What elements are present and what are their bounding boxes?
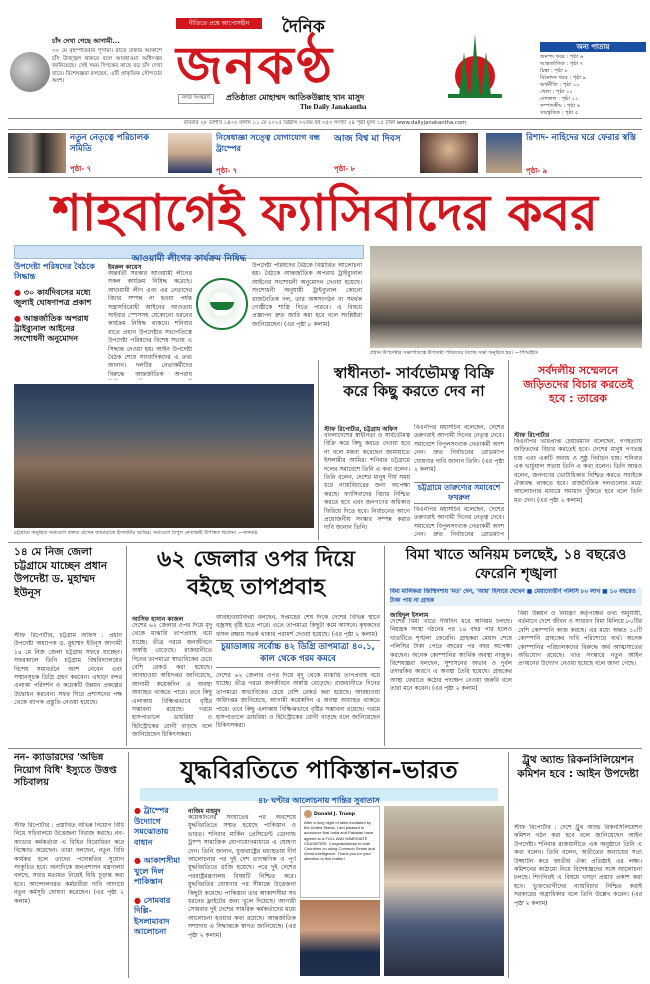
- masthead-left-box: [52, 36, 162, 112]
- heat-box-text: চুয়াডাঙ্গায় সর্বোচ্চ ৪২ ডিগ্রি তাপমাত্রা ৪০.১, কাল থেকে গরম কমবে: [221, 642, 375, 664]
- leaders-photo: [384, 806, 504, 976]
- truth-headline: ট্রুথ অ্যান্ড রিকনসিলিয়েশন কমিশন হবে : আইন উপদেষ্টা: [517, 754, 639, 780]
- lead-bullet-text: আন্তর্জাতিক অপরাধ ট্রাইব্যুনাল আইনের সংশোধনী অনুমোদন: [14, 314, 89, 343]
- war-box-text: ট্রাম্পের উদ্যোগে সমঝোতায় বাধান: [134, 806, 169, 847]
- heat-body-2: আবহাওয়াবিদরা বলছেন, সপ্তাহের শেষ দিকে দেশের বিভিন্ন স্থানে বজ্রসহ বৃষ্টি হতে পারে। এতে তাপমাত্রা কিছুটা কমে আসবে। কৃষকদের ফসল রক্ষায় সতর্ক থাকার পরামর্শ দেওয়া হয়েছে। (এর পৃষ্ঠা ২ কলাম): [216, 614, 380, 638]
- inside-item: লোকাল : পৃষ্ঠা ১২: [540, 96, 579, 102]
- cadre-headline: নন- ক্যাডারদের 'অভিন্ন নিয়োগ বিধি' ইস্যুতে উত্তপ্ত সচিবালয়: [14, 752, 117, 788]
- meeting-photo: [370, 246, 642, 348]
- tarek-body: বিএনপির ভারপ্রাপ্ত চেয়ারম্যান বলেছেন, গণহত্যায় জড়িতদের বিচার করতেই হবে। দেশের মানুষ গণতন্ত্র চায় এবং একটি অবাধ ও সুষ্ঠু নির্বাচন চায়। শনিবার এক ভার্চুয়াল সভায় তিনি এ কথা বলেন। তিনি আরও বলেন, জনগণের ভোটাধিকার নিশ্চিত করতে সবাইকে ঐক্যবদ্ধ থাকতে হবে। রাজনৈতিক দলগুলোর মধ্যে আলোচনার মাধ্যমে সমাধান খুঁজতে হবে বলে তিনি মত দেন। (এর পৃষ্ঠা ২ কলাম): [514, 438, 642, 504]
- tweet-header: [304, 810, 376, 818]
- lead-bullet: [14, 314, 104, 344]
- heat-body-3: দেশের ৬২ জেলার ওপর দিয়ে মৃদু থেকে মাঝারি তাপপ্রবাহ বয়ে যাচ্ছে। তীব্র গরমে জনজীবনে অস্বস্তি বেড়েছে। রাজধানীতে দিনের তাপমাত্রা স্বাভাবিকের চেয়ে বেশি রেকর্ড করা হয়েছে। আবহাওয়া অধিদপ্তর জানিয়েছে, আগামী কয়েকদিন এ অবস্থা অব্যাহত থাকতে পারে। তবে কিছু এলাকায় বিক্ষিপ্তভাবে বৃষ্টির সম্ভাবনা রয়েছে। গরমে হাসপাতালে ডায়রিয়া ও হিটস্ট্রোকের রোগী বাড়ছে বলে জানিয়েছেন চিকিৎসকরা।: [216, 672, 380, 730]
- tagline: নীতিতে প্রশ্নে আপোসহীন: [188, 20, 250, 27]
- insurance-headline: বিমা খাতে অনিয়ম চলছেই, ১৪ বছরেও ফেরেনি শৃঙ্খলা: [405, 547, 627, 582]
- yunus-headline: ১৪ মে নিজ জেলা চট্টগ্রামে যাচ্ছেন প্রধান উপদেষ্টা ড. মুহাম্মদ ইউনূস: [14, 546, 108, 599]
- moon-photo: [10, 52, 50, 92]
- teaser-title: আজ বিশ্ব মা দিবস: [334, 134, 401, 144]
- inside-box: [540, 42, 646, 118]
- teaser-item-1[interactable]: [8, 131, 166, 175]
- war-body: কয়েকদিনের সংঘাতের পর অবশেষে যুদ্ধবিরতিতে সম্মত হয়েছে পাকিস্তান ও ভারত। শনিবার মার্কিন প্রেসিডেন্ট ডোনাল্ড ট্রাম্প সামাজিক যোগাযোগমাধ্যমে এ ঘোষণা দেন। তিনি জানান, যুক্তরাষ্ট্রের মধ্যস্থতায় দীর্ঘ আলোচনার পর দুই দেশ তাৎক্ষণিক ও পূর্ণ যুদ্ধবিরতিতে রাজি হয়েছে। পরে দুই দেশের পররাষ্ট্রমন্ত্রণালয় বিষয়টি নিশ্চিত করে। যুদ্ধবিরতির ঘোষণার পর সীমান্তে উত্তেজনা কিছুটা কমেছে। পাকিস্তান তার আকাশসীমা সব ধরনের ফ্লাইটের জন্য খুলে দিয়েছে। আগামী সোমবার দুই দেশের সামরিক কর্মকর্তাদের মধ্যে আলোচনা হওয়ার কথা রয়েছে। আন্তর্জাতিক সম্প্রদায় এ সিদ্ধান্তকে স্বাগত জানিয়েছে। (এর পৃষ্ঠা ২ কলাম): [188, 814, 296, 939]
- war-dek-bar: [140, 788, 498, 805]
- bullet-icon: ●: [14, 314, 21, 323]
- sovereignty-sub: চট্টগ্রামে তারুণ্যের সমাবেশে ফখরুল: [417, 483, 501, 502]
- heat-box: [216, 640, 380, 668]
- founder-line: প্রতিষ্ঠাতা মোহাম্মদ আতিকউল্লাহ খান মাসুদ: [226, 93, 365, 102]
- teaser-page: পৃষ্ঠা- ৮: [334, 165, 356, 173]
- lead-body-2: উপদেষ্টা পরিষদের বৈঠকে বিস্তারিত আলোচনা হয়। বৈঠকে আন্তর্জাতিক অপরাধ ট্রাইব্যুনাল আইনের সংশোধনী অনুমোদন দেওয়া হয়েছে। সংশোধনী অনুযায়ী ট্রাইব্যুনাল কোনো রাজনৈতিক দল, তার অঙ্গসংগঠন বা সমর্থক গোষ্ঠীকে শাস্তি দিতে পারবে। এ বিষয়ে প্রজ্ঞাপন দ্রুত জারি করা হবে বলে সংশ্লিষ্টরা জানিয়েছেন। (এর পৃষ্ঠা ৮ কলাম): [252, 262, 362, 328]
- rally-caption: চট্টগ্রামে অনুষ্ঠিত সমাবেশে বক্তব্য রাখেন জামায়াতে ইসলামীর আমির। সমাবেশে বিপুল নেতাকর্মী উপস্থিত ছিলেন। —জনকণ্ঠ: [14, 530, 258, 536]
- teaser-strip: [8, 131, 642, 175]
- war-box: [134, 806, 184, 976]
- sovereignty-headline: স্বাধীনতা- সার্বভৌমত্ব বিক্রি করে কিছু করতে দেব না: [334, 364, 494, 400]
- war-box-text: সোমবার দিল্লি- ইসলামাবাদ আলোচনা: [134, 895, 171, 936]
- war-dek: ৪৮ ঘণ্টার আলোচনায় শান্তির সুবাতাস: [258, 796, 380, 805]
- teaser-title: রিশাদ- নাহিদের ঘরে ফেরার স্বস্তি: [526, 133, 636, 143]
- teaser-photo: [8, 133, 66, 173]
- inside-title: অন্য পাতায়: [540, 42, 646, 52]
- teaser-page: পৃষ্ঠা- ৭: [70, 165, 92, 173]
- lead-bullet-text: ৩০ কার্যদিবসের মধ্যে জুলাই ঘোষণাপত্র প্রকাশ: [14, 288, 92, 307]
- insurance-dek: বিমা মালিকরা জিম্মিদশায় 'মত' দেন, 'আয়' হিসাবে দেখেন ■ মেয়াদোত্তীর্ণ পলিসি ৮০ লাখ ■ ১০ বছরেও টাকা পায় না গ্রাহক: [390, 588, 642, 606]
- edition-label: নগর সংস্করণ: [178, 94, 214, 104]
- paper-name: জনকণ্ঠ: [176, 36, 334, 96]
- sovereignty-body: বাংলাদেশের স্বাধীনতা ও সার্বভৌমত্ব বিক্রি করে কিছু করতে দেওয়া হবে না বলে মন্তব্য করেছেন জামায়াতে ইসলামীর আমির। শনিবার চট্টগ্রামে দলের সমাবেশে তিনি এ কথা বলেন। তিনি বলেন, দেশের মানুষ দীর্ঘ সময় ধরে ন্যায়বিচারের জন্য অপেক্ষা করছে। ফ্যাসিবাদের বিচার নিশ্চিত করতে হবে এবং জনগণের অধিকার ফিরিয়ে দিতে হবে। নির্বাচনের আগে প্রয়োজনীয় সংস্কার সম্পন্ন করার দাবি জানান তিনি।: [324, 432, 410, 532]
- lead-sidebar: [14, 262, 104, 382]
- insurance-body: দেশের বিমা খাতে দীর্ঘদিন ধরে অনিয়ম চলছে। নিয়ন্ত্রক সংস্থা গঠনের পর ১৪ বছর পার হলেও খাতটিতে শৃঙ্খলা ফেরেনি। গ্রাহকরা মেয়াদ শেষে পলিসির টাকা পেতে বছরের পর বছর অপেক্ষা করছেন। অনেক কোম্পানির আর্থিক অবস্থা নাজুক। বিশেষজ্ঞরা বলছেন, সুশাসনের অভাব ও দুর্বল তদারকির কারণে এ অবস্থা তৈরি হয়েছে। গ্রাহকের আস্থা ফেরাতে কঠোর পদক্ষেপ নেওয়া জরুরি বলে তারা মনে করেন। (এর পৃষ্ঠা ২ কলাম): [390, 618, 512, 693]
- trump-photo: [300, 900, 380, 976]
- teaser-item-3[interactable]: [332, 131, 482, 175]
- tweet-text: After a long night of talks mediated by the United States, I am pleased to announce that India and Pakistan have agreed to a FULL AND IMMEDIATE CEASEFIRE. Congratulations to both Countries on using Common Sense and Great Intelligence. Thank you for your attention to this matter!: [304, 820, 375, 862]
- teaser-page: পৃষ্ঠা- ৭: [216, 167, 238, 175]
- tarek-byline: স্টাফ রিপোর্টার: [514, 432, 550, 439]
- cadre-body: স্টাফ রিপোর্টার : প্রস্তাবিত অভিন্ন নিয়োগ বিধি নিয়ে সচিবালয়ে উত্তেজনা বিরাজ করছে। নন-ক্যাডার কর্মকর্তারা এ বিধির বিরোধিতা করে বিক্ষোভ করেছেন। তারা বলছেন, নতুন বিধি কার্যকর হলে তাদের পদোন্নতির সুযোগ সংকুচিত হবে। অন্যদিকে জনপ্রশাসন মন্ত্রণালয় বলছে, সবার মতামত নিয়েই বিধি চূড়ান্ত করা হবে। আন্দোলনরত কর্মচারীরা দাবি আদায়ে নতুন কর্মসূচি ঘোষণা করেছেন। (এর পৃষ্ঠা ২ কলাম): [14, 822, 124, 905]
- left-teaser-title: চাঁদ দেখা গেছে আগামী...: [52, 37, 120, 45]
- war-box-item: [134, 896, 184, 938]
- inside-item: খেলা : পৃষ্ঠা ১১: [540, 89, 573, 95]
- sovereignty-body-b: বিএনপির মহাসচিব বলেছেন, দেশের তরুণরাই আগামী দিনের নেতৃত্ব দেবে। সমাবেশে বিপুলসংখ্যক নেতাকর্মী অংশ নেন। দ্রুত নির্বাচনের রোডম্যাপ ঘোষণার দাবি জানান তিনি। (এর পৃষ্ঠা ২ কলাম): [414, 424, 504, 474]
- inside-item: বিনোদন খবর : পৃষ্ঠা ৯: [540, 75, 587, 81]
- teaser-item-2[interactable]: [168, 131, 328, 175]
- teaser-photo: [486, 133, 522, 173]
- sovereignty-byline: স্টাফ রিপোর্টার, চট্টগ্রাম অফিস: [324, 426, 398, 433]
- yunus-body: স্টাফ রিপোর্টার, চট্টগ্রাম অফিস : প্রধান উপদেষ্টা অধ্যাপক ড. মুহাম্মদ ইউনূস আগামী ১৪ মে নিজ জেলা চট্টগ্রাম সফরে যাচ্ছেন। সফরকালে তিনি চট্টগ্রাম বিশ্ববিদ্যালয়ের বিশেষ সমাবর্তনে অংশ নেবেন এবং সম্মানসূচক ডিগ্রি গ্রহণ করবেন। এছাড়া বন্দর এলাকা পরিদর্শন ও কয়েকটি উন্নয়ন প্রকল্পের উদ্বোধন করবেন। সফর ঘিরে প্রশাসনের পক্ষ থেকে ব্যাপক প্রস্তুতি নেওয়া হয়েছে।: [14, 632, 122, 707]
- inside-item: সাংস্কৃতিক : পৃষ্ঠা ৫: [540, 110, 579, 116]
- tarek-headline: সর্বদলীয় সম্মেলনে জড়িতদের বিচার করতেই হবে : তারেক: [523, 364, 633, 405]
- lead-bullet: [14, 288, 104, 308]
- inside-item: আন্তর্জাতিক : পৃষ্ঠা ৭: [540, 61, 584, 67]
- inside-item: সম্পাদকীয় : পৃষ্ঠা ৪: [540, 103, 581, 109]
- tweet-name: Donald J. Trump: [314, 811, 356, 817]
- dateline: রবিবার ২৮ বৈশাখ ১৪৩২ বঙ্গাব্দ ১১ মে ২০২৫ খ্রিষ্টাব্দ ৩২তম বর্ষ ৩৫৩ সংখ্যা ২৪ পৃষ্ঠা মূল্য ১৫ টাকা www.dailyjanakantha.com: [183, 120, 467, 126]
- insurance-body-2: বিমা উন্নয়ন ও নিয়ন্ত্রণ কর্তৃপক্ষের তথ্য অনুযায়ী, বর্তমানে দেশে জীবন ও সাধারণ বিমা মিলিয়ে ৮০টির বেশি কোম্পানি কাজ করছে। এর মধ্যে অন্তত ১০টি কোম্পানি গ্রাহকের দাবি পরিশোধে ব্যর্থ। অনেক কোম্পানির পরিচালকদের বিরুদ্ধে অর্থ আত্মসাতের অভিযোগ রয়েছে। খাত সংস্কারে নতুন আইন প্রণয়নের উদ্যোগ নেওয়া হয়েছে বলে জানা গেছে।: [518, 610, 642, 668]
- awami-logo: [196, 278, 248, 330]
- bullet-icon: ●: [134, 856, 141, 865]
- left-teaser-body: ৩০ মে বৃহস্পতিবার পূর্ণিমা। রাতে ঢাকার আকাশে চাঁদ উজ্জ্বল থাকবে বলে আবহাওয়া অধিদপ্তর জানিয়েছে। সেই সময় দিগন্তের কাছে বড় চাঁদ দেখা যাবে। বিশেষজ্ঞরা বলছেন, এটি প্রাকৃতিক সৌন্দর্যের অংশ।: [52, 48, 162, 84]
- heat-body: দেশের ৬২ জেলার ওপর দিয়ে মৃদু থেকে মাঝারি তাপপ্রবাহ বয়ে যাচ্ছে। তীব্র গরমে জনজীবনে অস্বস্তি বেড়েছে। রাজধানীতে দিনের তাপমাত্রা স্বাভাবিকের চেয়ে বেশি রেকর্ড করা হয়েছে। আবহাওয়া অধিদপ্তর জানিয়েছে, আগামী কয়েকদিন এ অবস্থা অব্যাহত থাকতে পারে। তবে কিছু এলাকায় বিক্ষিপ্তভাবে বৃষ্টির সম্ভাবনা রয়েছে। গরমে হাসপাতালে ডায়রিয়া ও হিটস্ট্রোকের রোগী বাড়ছে বলে জানিয়েছেন চিকিৎসকরা।: [132, 622, 212, 739]
- war-byline: নাজিম মাহমুদ: [188, 808, 221, 815]
- war-headline: যুদ্ধবিরতিতে পাকিস্তান-ভারত: [180, 756, 458, 784]
- teaser-title: নিষেধাজ্ঞা সত্ত্বে যোগাযোগ বন্ধ ট্রাম্পের: [216, 133, 320, 153]
- meeting-caption: প্রধান উপদেষ্টার সভাপতিত্বে উপদেষ্টা পরিষদের বিশেষ সভা অনুষ্ঠিত হয়। —পিআইডি: [370, 350, 539, 356]
- lead-kicker-bar: [14, 245, 364, 264]
- monument-logo: [444, 30, 506, 102]
- lead-headline: শাহবাগেই ফ্যাসিবাদের কবর: [52, 184, 598, 242]
- lead-side-title: উপদেষ্টা পরিষদের বৈঠকে সিদ্ধান্ত: [14, 262, 95, 281]
- bullet-icon: ●: [134, 806, 141, 815]
- insurance-byline: জাহিদুল ইসলাম: [390, 612, 429, 619]
- heat-headline: ৬২ জেলার ওপর দিয়ে বইছে তাপপ্রবাহ: [157, 547, 355, 600]
- tweet-card: [300, 806, 380, 898]
- bullet-icon: ●: [14, 288, 21, 297]
- inside-item: অর্থনীতি : পৃষ্ঠা ১০: [540, 82, 580, 88]
- inside-item: জনপদ খবর : পৃষ্ঠা ৬: [540, 54, 584, 60]
- lead-kicker: আওয়ামী লীগের কার্যক্রম নিষিদ্ধ: [131, 254, 247, 264]
- war-box-text: আকাশসীমা খুলে দিল পাকিস্তান: [134, 856, 181, 886]
- heat-byline: আসিফ হাসান কাজল: [132, 616, 184, 623]
- sovereignty-sub-body: বিএনপির মহাসচিব বলেছেন, দেশের তরুণরাই আগামী দিনের নেতৃত্ব দেবে। সমাবেশে বিপুলসংখ্যক নেতাকর্মী অংশ নেন। দ্রুত নির্বাচনের রোডম্যাপ: [414, 506, 504, 538]
- sovereignty-sub-box: [414, 482, 504, 504]
- inside-list: [540, 54, 646, 117]
- monument-base: [448, 94, 502, 98]
- bullet-icon: ●: [134, 895, 141, 905]
- lead-body: অন্তর্বর্তী সরকার আওয়ামী লীগের সকল কার্যক্রম নিষিদ্ধ করেছে। আওয়ামী লীগ এবং এর নেতাদের বিচার সম্পন্ন না হওয়া পর্যন্ত সন্ত্রাসবিরোধী আইনের আওতায় সাইবার স্পেসসহ যেকোনো ধরনের কার্যক্রম নিষিদ্ধ থাকবে। শনিবার রাতে প্রধান উপদেষ্টার সভাপতিত্বে উপদেষ্টা পরিষদের বিশেষ সভায় এ সিদ্ধান্ত নেওয়া হয়। আইন উপদেষ্টা বৈঠক শেষে সাংবাদিকদের এ তথ্য জানান। দলটির নেতাকর্মীদের বিরুদ্ধে আন্তর্জাতিক অপরাধ: [108, 270, 192, 378]
- inside-item: চিন্তা : পৃষ্ঠা ৮: [540, 68, 568, 74]
- paper-small-name: দৈনিক: [282, 17, 325, 37]
- war-box-item: [134, 856, 184, 888]
- teaser-photo: [168, 133, 212, 173]
- rally-photo: [14, 384, 314, 528]
- tagline-bar: [176, 18, 262, 29]
- teaser-title: নতুন নেতৃত্বে পরিচালক সমিতি: [70, 133, 150, 154]
- teaser-item-4[interactable]: [486, 131, 642, 175]
- avatar: [304, 810, 312, 818]
- teaser-photo: [420, 133, 478, 173]
- truth-body: স্টাফ রিপোর্টার : দেশে ট্রুথ অ্যান্ড রিকনসিলিয়েশন কমিশন গঠন করা হবে বলে জানিয়েছেন আইন উপদেষ্টা। শনিবার রাজধানীতে এক অনুষ্ঠানে তিনি এ কথা বলেন। তিনি বলেন, অতীতের অন্যায়ের সত্য উদ্ঘাটন করে জাতীয় ঐক্য প্রতিষ্ঠাই এর লক্ষ্য। কমিশনের কাঠামো নিয়ে বিশেষজ্ঞদের সঙ্গে আলোচনা চলছে। শিগগিরই এ বিষয়ে খসড়া প্রস্তাব প্রকাশ করা হবে। ভুক্তভোগীদের ন্যায়বিচার নিশ্চিত করাই সরকারের অগ্রাধিকার বলে তিনি উল্লেখ করেন। (এর পৃষ্ঠা ২ কলাম): [514, 824, 642, 907]
- english-name: The Daily Janakantha: [300, 103, 367, 111]
- war-box-item: [134, 806, 184, 848]
- lead-byline: ইমরুল কায়েস: [108, 264, 142, 271]
- boat-icon: [210, 302, 234, 310]
- teaser-page: পৃষ্ঠা- ৯: [526, 167, 548, 175]
